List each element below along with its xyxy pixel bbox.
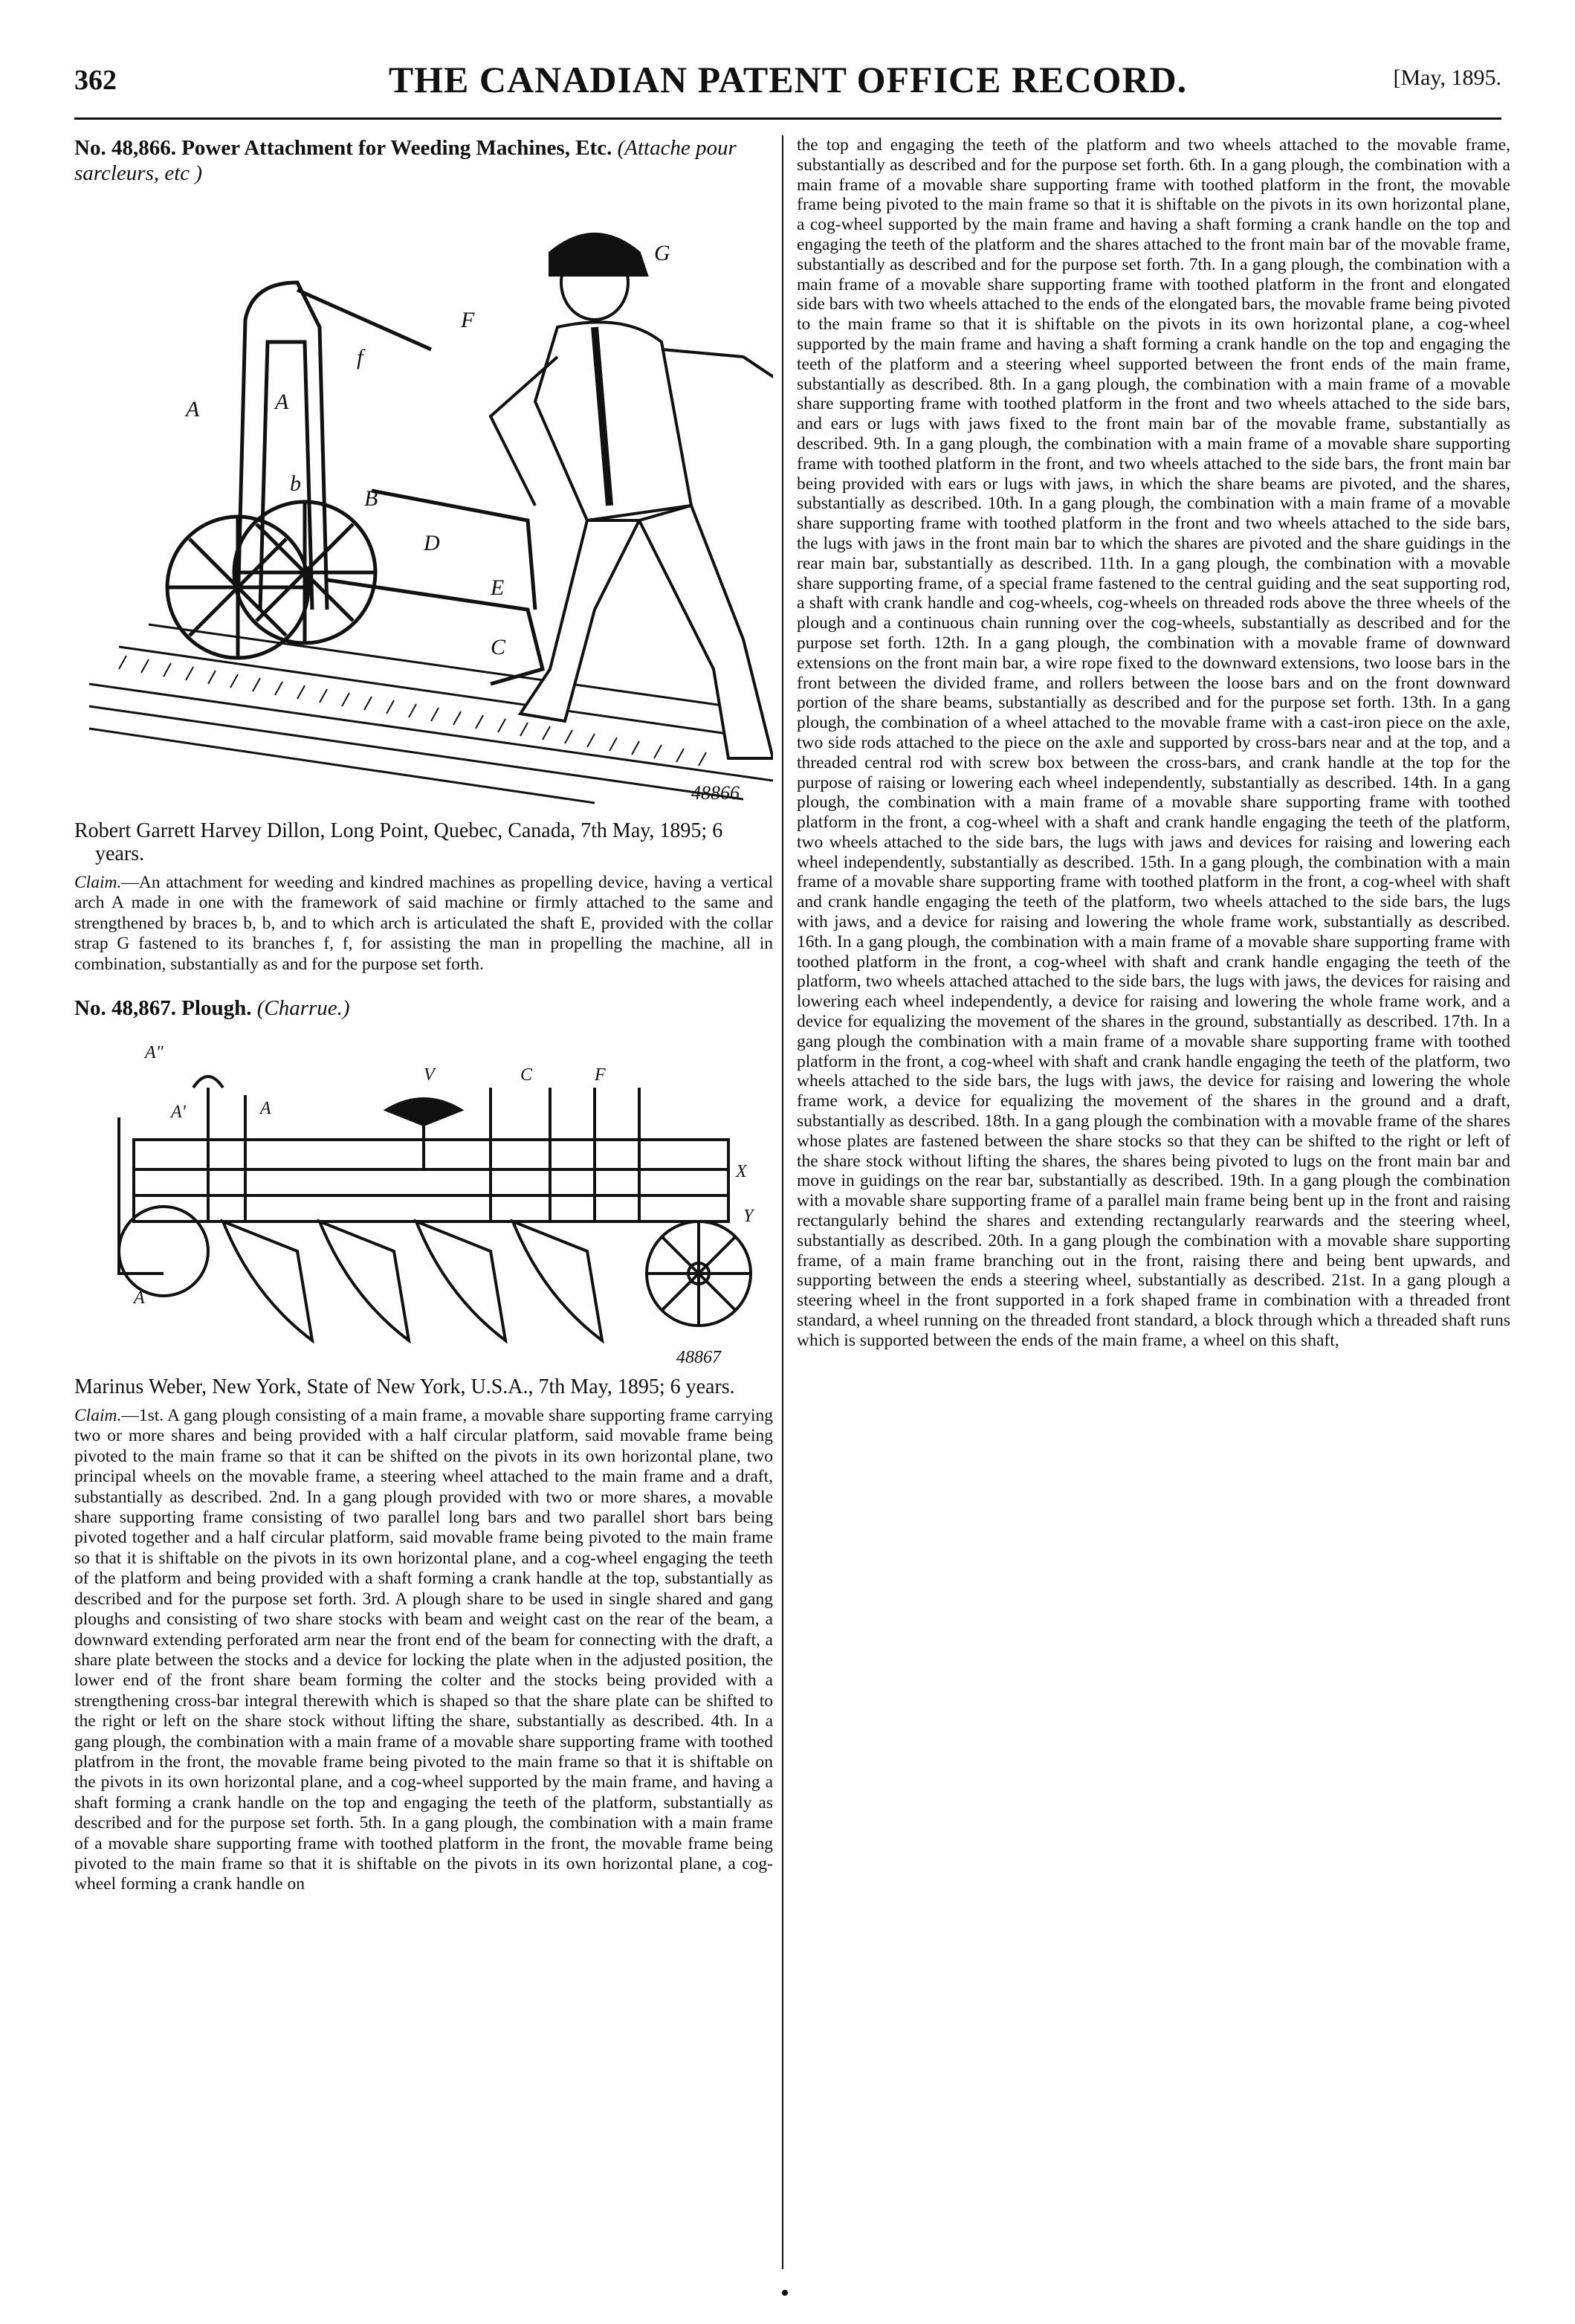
svg-text:A: A bbox=[275, 390, 289, 414]
svg-text:F: F bbox=[595, 1065, 606, 1085]
svg-text:A': A' bbox=[171, 1103, 186, 1123]
svg-text:f: f bbox=[357, 345, 363, 369]
publication-title: THE CANADIAN PATENT OFFICE RECORD. bbox=[388, 59, 1188, 100]
entry-byline: Marinus Weber, New York, State of New York, U.S.A., 7th May, 1895; 6 years. bbox=[74, 1375, 735, 1399]
left-column bbox=[74, 135, 773, 1895]
figure-number-48867: 48867 bbox=[676, 1348, 721, 1367]
page-footer-dot bbox=[782, 2290, 788, 2296]
entry-title-french: (Charrue.) bbox=[256, 996, 350, 1021]
svg-text:A: A bbox=[260, 1099, 271, 1119]
svg-text:A: A bbox=[134, 1288, 145, 1308]
weeding-machine-illustration bbox=[74, 193, 773, 810]
header-rule bbox=[74, 117, 1501, 120]
claim-label: Claim. bbox=[74, 1406, 122, 1426]
svg-text:Y: Y bbox=[743, 1207, 754, 1227]
svg-text:C: C bbox=[520, 1065, 533, 1085]
entry-spacer bbox=[74, 975, 773, 995]
svg-text:X: X bbox=[736, 1162, 747, 1182]
patent-entry-48867 bbox=[74, 995, 773, 1895]
claim-text: —1st. A gang plough consisting of a main frame, a movable share supporting frame carrying two or more shares and being provided with a half circular platform, said movable frame being pivoted to the main frame so that it can be shifted on the pivots in its own horizontal plane, two principal wheels on the movable frame, a steering wheel attached to the main frame and a draft, substantially as described. 2nd. In a gang plough provided with two or more shares, a movable share supporting frame consisting of two parallel long bars and two parallel short bars being pivoted together and a half circular platform, said movable frame being pivoted to the main frame so that it is shiftable on the pivots in its own horizontal plane, and a cog-wheel engaging the teeth of the platform and being provided with a shaft forming a crank handle at the top, substantially as described and for the purpose set forth. 3rd. A plough share to be used in single shared and gang ploughs and consisting of two share stocks with beam and weight cast on the rear of the beam, a downward extending perforated arm near the front end of the beam for connecting with the draft, a share plate between the stocks and a device for locking the plate when in the adjusted position, the lower end of the front share beam forming the colter and the stocks being provided with a strengthening cross-bar integral therewith which is shaped so that the share plate can be shifted to the right or left on the share stock without lifting the share, substantially as described. 4th. In a gang plough, the combination with a main frame of a movable share supporting frame with toothed platfrom in the front, the movable frame being pivoted to the main frame so that it is shiftable on the pivots in its own horizontal plane, and a cog-wheel supported by the main frame, and having a shaft forming a crank handle on the top and engaging the teeth of the platform, substantially as described and for the purpose set forth. 5th. In a gang plough, the combination with a main frame of a movable share supporting frame with toothed platform in the front, the movable frame being pivoted to the main frame so that it is shiftable on the pivots in its own horizontal plane, a cog-wheel forming a crank handle on bbox=[74, 1406, 773, 1894]
claim-text: —An attachment for weeding and kindred machines as propelling device, having a vertical arch A made in one with the framework of said machine or firmly attached to the same and strengthened by braces b, b, and to which arch is articulated the shaft E, provided with the collar strap G fastened to its branches f, f, for assisting the man in propelling the machine, all in combination, substantially as and for the purpose set forth. bbox=[74, 873, 773, 974]
entry-claim bbox=[74, 873, 773, 975]
svg-text:V: V bbox=[424, 1065, 435, 1085]
svg-text:E: E bbox=[491, 575, 505, 600]
page-header bbox=[74, 54, 1501, 113]
svg-text:A": A" bbox=[145, 1043, 164, 1063]
svg-text:D: D bbox=[424, 531, 440, 555]
column-divider bbox=[782, 135, 783, 2269]
issue-date: [May, 1895. bbox=[1393, 65, 1501, 90]
svg-text:F: F bbox=[461, 308, 475, 332]
entry-heading bbox=[74, 135, 773, 186]
right-column bbox=[797, 135, 1510, 1351]
gang-plough-illustration bbox=[74, 1028, 773, 1366]
patent-entry-48866 bbox=[74, 135, 773, 975]
svg-text:C: C bbox=[491, 635, 506, 659]
entry-claim bbox=[74, 1406, 773, 1895]
claim-label: Claim. bbox=[74, 873, 122, 892]
claim-continuation: the top and engaging the teeth of the platform and two wheels attached to the movable frame, substantially as described and for the purpose set forth. 6th. In a gang plough, the combination with a main frame of a movable share supporting frame with toothed platform in the front, the movable frame being pivoted to the main frame so that it is shiftable on the pivots in its own horizontal plane, a cog-wheel supported by the main frame and having a shaft forming a crank handle on the top and engaging the teeth of the platform and the shares attached to the front main bar of the movable frame, substantially as described and for the purpose set forth. 7th. In a gang plough, the combination with a main frame of a movable share supporting frame with toothed platform in the front and elongated side bars with two wheels attached to the ends of the elongated bars, the movable frame being pivoted to the main frame so that it is shiftable on the pivots in its own horizontal plane, a cog-wheel supported by the main frame and having a shaft forming a crank handle on the top and engaging the teeth of the platform and a steering wheel supported between the front ends of the main frame, substantially as described. 8th. In a gang plough, the combination with a main frame of a movable share supporting frame with toothed platform in the front and two wheels attached to the side bars, and ears or lugs with jaws fixed to the front main bar of the movable frame, substantially as described. 9th. In a gang plough, the combination with a main frame of a movable share supporting frame with toothed platform in the front, and two wheels attached to the side bars, the front main bar being provided with ears or lugs with jaws, in which the share beams are pivoted, and the shares, substantially as described. 10th. In a gang plough, the combination with a main frame of a movable share supporting frame with toothed platform in the front and two wheels attached to the side bars, the lugs with jaws in the front main bar to which the shares are pivoted and the share guidings in the rear main bar, substantially as described. 11th. In a gang plough, the combination with a movable share supporting frame, of a special frame fastened to the central guiding and the seat supporting rod, a shaft with crank handle and cog-wheels, cog-wheels on threaded rods above the three wheels of the plough and a continuous chain running over the cog-wheels, substantially as described and for the purpose set forth. 12th. In a gang plough, the combination with a movable frame of downward extensions on the front main bar, a wire rope fixed to the downward extensions, two loose bars in the front between the divided frame, and rollers between the loose bars and on the front downward portion of the share beams, substantially as described and for the purpose set forth. 13th. In a gang plough, the combination of a wheel attached to the movable frame with a cast-iron piece on the axle, two side rods attached to the piece on the axle and supported by cross-bars near and at the top, and a threaded central rod with screw box between the cross-bars, and crank handle at the top for the purpose of raising or lowering each wheel independently, substantially as described. 14th. In a gang plough, the combination with a main frame of a movable share supporting frame with toothed platform in the front, a cog-wheel with a shaft and crank handle engaging the teeth of the platform, two wheels attached to the side bars, the lugs with jaws and devices for raising and lowering each wheel independently, substantially as described. 15th. In a gang plough, the combination with a main frame of a movable share supporting frame with toothed platform in the front, a cog-wheel with shaft and crank handle engaging the teeth of the platform, two wheels attached to the side bars, the lugs with jaws, and a device for raising and lowering the whole frame work, substantially as described. 16th. In a gang plough, the combination with a main frame of a movable share supporting frame with toothed platform in the front, a cog-wheel with shaft and crank handle engaging the teeth of the platform, two wheels attached attached to the side bars, the lugs with jaws, the devices for raising and lowering each wheel independently, a device for raising and lowering the whole frame work, and a device for equalizing the movement of the shares in the ground, substantially as described. 17th. In a gang plough the combination with a main frame of a movable share supporting frame with toothed platform in the front, a cog-wheel with shaft and crank handle engaging the teeth of the platform, two wheels attached to the side bars, the lugs with jaws, the device for raising and lowering the whole frame work, a device for equalizing the movement of the shares in the ground and a draft, substantially as described. 18th. In a gang plough the combination with a movable frame of the shares whose plates are fastened between the share stocks so that they can be shifted to the right or left of the share stock without lifting the shares, the shares being pivoted to lugs on the front main bar and move in guidings on the rear bar, substantially as described. 19th. In a gang plough the combination with a movable share supporting frame of a parallel main frame being bent up in the front and raising rectangularly behind the shares and extending rectangularly rearwards and the steering wheel, substantially as described. 20th. In a gang plough the combination with a movable share supporting frame, of a main frame branching out in the front, raising there and being bent upwards, and supporting between the ends a steering wheel, substantially as described. 21st. In a gang plough a steering wheel in the front supported in a fork shaped frame in combination with a threaded front standard, a wheel running on the threaded front standard, a block through which a threaded shaft runs which is supported between the ends of the main frame, a wheel on this shaft, bbox=[797, 135, 1510, 1350]
entry-byline: Robert Garrett Harvey Dillon, Long Point, Quebec, Canada, 7th May, 1895; 6 years. bbox=[74, 819, 723, 865]
entry-heading bbox=[74, 995, 773, 1021]
figure-number-48866: 48866 bbox=[691, 782, 740, 804]
svg-text:G: G bbox=[654, 241, 670, 265]
svg-text:B: B bbox=[364, 486, 378, 511]
page-number: 362 bbox=[74, 65, 117, 96]
entry-title: No. 48,867. Plough. bbox=[74, 996, 252, 1021]
svg-text:b: b bbox=[290, 471, 301, 496]
entry-title-french: (Attache pour sarcleurs, etc ) bbox=[74, 136, 737, 185]
entry-title: No. 48,866. Power Attachment for Weeding Machines, Etc. bbox=[74, 136, 612, 160]
svg-text:A: A bbox=[186, 397, 200, 422]
